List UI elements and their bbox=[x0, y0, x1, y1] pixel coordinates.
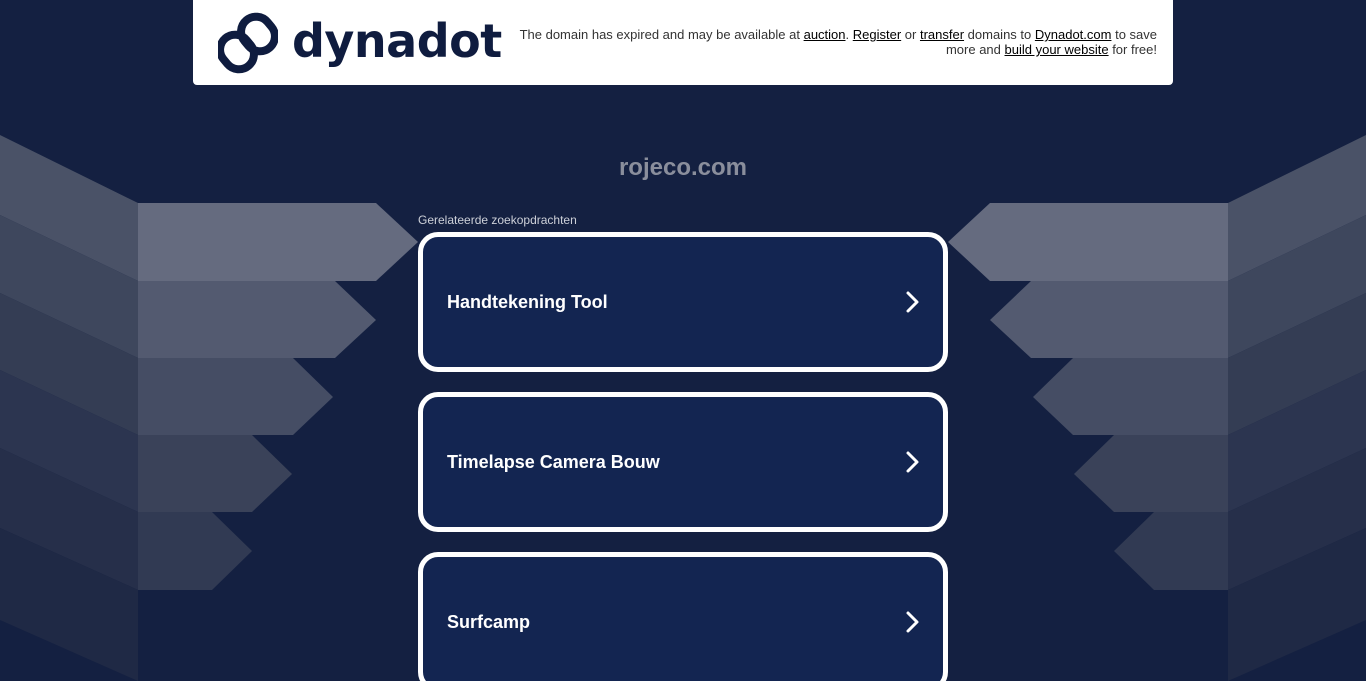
notice-text: . bbox=[845, 27, 853, 42]
notice-text: The domain has expired and may be available at bbox=[519, 27, 804, 42]
related-search-label: Surfcamp bbox=[447, 612, 531, 632]
dynadot-logo[interactable] bbox=[218, 12, 502, 74]
related-search-label: Handtekening Tool bbox=[447, 292, 608, 312]
link-chain-icon bbox=[218, 12, 278, 74]
notice-text: to save more and bbox=[945, 27, 1157, 57]
dynadot-link[interactable]: Dynadot.com bbox=[1034, 27, 1112, 42]
chevron-right-icon bbox=[901, 290, 925, 314]
notice-text: for free! bbox=[1108, 42, 1157, 57]
related-search-item[interactable] bbox=[418, 232, 948, 372]
brand-name: dynadot bbox=[292, 14, 502, 68]
related-search-item[interactable] bbox=[418, 392, 948, 532]
related-search-item[interactable] bbox=[418, 552, 948, 681]
auction-link[interactable]: auction bbox=[803, 27, 846, 42]
chevron-right-icon bbox=[901, 610, 925, 634]
notice-text: or bbox=[901, 27, 920, 42]
build-website-link[interactable]: build your website bbox=[1004, 42, 1109, 57]
expired-notice bbox=[490, 27, 1157, 57]
domain-title: rojeco.com bbox=[618, 154, 748, 181]
transfer-link[interactable]: transfer bbox=[919, 27, 965, 42]
related-search-label: Timelapse Camera Bouw bbox=[447, 452, 660, 472]
notice-text: domains to bbox=[964, 27, 1035, 42]
chevron-right-icon bbox=[901, 450, 925, 474]
related-searches-label: Gerelateerde zoekopdrachten bbox=[418, 213, 577, 227]
register-link[interactable]: Register bbox=[852, 27, 902, 42]
